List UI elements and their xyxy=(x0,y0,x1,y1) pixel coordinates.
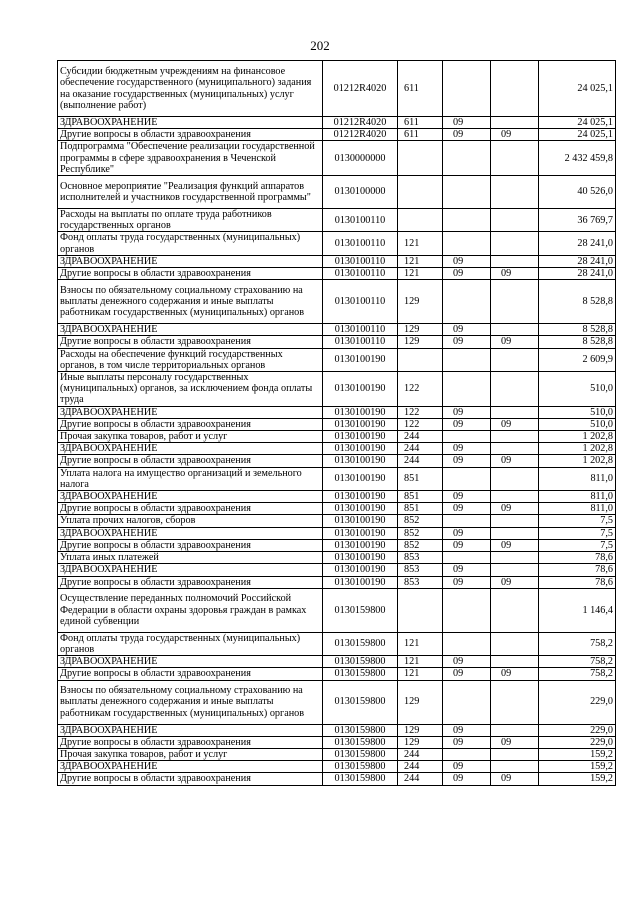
cell-name: ЗДРАВООХРАНЕНИЕ xyxy=(58,724,323,736)
cell-name: ЗДРАВООХРАНЕНИЕ xyxy=(58,324,323,336)
cell-name: Другие вопросы в области здравоохранения xyxy=(58,268,323,280)
cell-vr: 244 xyxy=(398,443,443,455)
budget-table-body xyxy=(58,61,616,786)
cell-vr: 853 xyxy=(398,576,443,588)
table-row xyxy=(58,576,616,588)
cell-csr: 0130159800 xyxy=(323,761,398,773)
table-row xyxy=(58,467,616,490)
cell-csr: 0130100190 xyxy=(323,348,398,371)
cell-pr xyxy=(491,431,539,443)
cell-pr xyxy=(491,348,539,371)
cell-sum: 159,2 xyxy=(539,773,616,785)
table-row xyxy=(58,141,616,176)
cell-rz xyxy=(443,588,491,632)
cell-sum: 229,0 xyxy=(539,724,616,736)
table-row xyxy=(58,117,616,129)
cell-rz xyxy=(443,372,491,407)
table-row xyxy=(58,503,616,515)
cell-vr: 121 xyxy=(398,255,443,267)
table-row xyxy=(58,348,616,371)
cell-vr: 244 xyxy=(398,773,443,785)
cell-csr: 0130100190 xyxy=(323,527,398,539)
cell-csr: 0130100190 xyxy=(323,455,398,467)
cell-rz: 09 xyxy=(443,336,491,348)
cell-rz: 09 xyxy=(443,443,491,455)
cell-sum: 7,5 xyxy=(539,539,616,551)
cell-vr: 129 xyxy=(398,336,443,348)
cell-name: ЗДРАВООХРАНЕНИЕ xyxy=(58,255,323,267)
cell-csr: 0130100190 xyxy=(323,372,398,407)
cell-sum: 40 526,0 xyxy=(539,176,616,209)
cell-csr: 0130100110 xyxy=(323,209,398,232)
cell-vr: 244 xyxy=(398,761,443,773)
cell-pr: 09 xyxy=(491,539,539,551)
cell-csr: 0130100190 xyxy=(323,491,398,503)
cell-vr: 852 xyxy=(398,527,443,539)
cell-pr xyxy=(491,656,539,668)
cell-csr: 0130159800 xyxy=(323,668,398,680)
cell-sum: 24 025,1 xyxy=(539,129,616,141)
cell-csr: 0130100190 xyxy=(323,467,398,490)
cell-name: ЗДРАВООХРАНЕНИЕ xyxy=(58,117,323,129)
cell-name: ЗДРАВООХРАНЕНИЕ xyxy=(58,656,323,668)
cell-sum: 758,2 xyxy=(539,656,616,668)
cell-pr xyxy=(491,632,539,655)
cell-csr: 0130100190 xyxy=(323,431,398,443)
cell-sum: 28 241,0 xyxy=(539,255,616,267)
cell-csr: 0130159800 xyxy=(323,680,398,724)
cell-vr: 129 xyxy=(398,324,443,336)
cell-rz xyxy=(443,232,491,255)
cell-vr: 853 xyxy=(398,552,443,564)
cell-sum: 78,6 xyxy=(539,576,616,588)
cell-rz: 09 xyxy=(443,656,491,668)
cell-csr: 0130159800 xyxy=(323,632,398,655)
cell-sum: 7,5 xyxy=(539,515,616,527)
cell-vr: 852 xyxy=(398,515,443,527)
cell-csr: 0130159800 xyxy=(323,773,398,785)
cell-vr: 244 xyxy=(398,748,443,760)
table-row xyxy=(58,761,616,773)
cell-rz xyxy=(443,141,491,176)
table-row xyxy=(58,268,616,280)
table-row xyxy=(58,748,616,760)
table-row xyxy=(58,736,616,748)
cell-sum: 758,2 xyxy=(539,668,616,680)
table-row xyxy=(58,129,616,141)
cell-vr: 121 xyxy=(398,668,443,680)
cell-name: Иные выплаты персоналу государственных (муниципальных) органов, за исключением фонда оплаты труда xyxy=(58,372,323,407)
cell-vr: 121 xyxy=(398,656,443,668)
table-row xyxy=(58,588,616,632)
cell-name: Другие вопросы в области здравоохранения xyxy=(58,773,323,785)
table-row xyxy=(58,632,616,655)
cell-pr xyxy=(491,324,539,336)
table-row xyxy=(58,773,616,785)
cell-name: Уплата иных платежей xyxy=(58,552,323,564)
cell-sum: 811,0 xyxy=(539,467,616,490)
cell-rz: 09 xyxy=(443,773,491,785)
cell-rz xyxy=(443,176,491,209)
cell-sum: 510,0 xyxy=(539,372,616,407)
cell-name: Взносы по обязательному социальному страхованию на выплаты денежного содержания и иные выплаты работникам государственных (муниципальных) органов xyxy=(58,680,323,724)
cell-sum: 2 609,9 xyxy=(539,348,616,371)
cell-pr: 09 xyxy=(491,503,539,515)
cell-rz xyxy=(443,680,491,724)
cell-rz: 09 xyxy=(443,576,491,588)
table-row xyxy=(58,539,616,551)
cell-csr: 0130100000 xyxy=(323,176,398,209)
cell-sum: 2 432 459,8 xyxy=(539,141,616,176)
cell-vr: 851 xyxy=(398,467,443,490)
cell-rz: 09 xyxy=(443,255,491,267)
cell-csr: 0130100110 xyxy=(323,255,398,267)
cell-vr: 852 xyxy=(398,539,443,551)
cell-pr: 09 xyxy=(491,418,539,430)
table-row xyxy=(58,564,616,576)
cell-rz xyxy=(443,748,491,760)
cell-csr: 0130100190 xyxy=(323,576,398,588)
table-row xyxy=(58,372,616,407)
cell-pr xyxy=(491,761,539,773)
table-row xyxy=(58,491,616,503)
cell-name: Фонд оплаты труда государственных (муниципальных) органов xyxy=(58,232,323,255)
table-row xyxy=(58,280,616,324)
cell-sum: 8 528,8 xyxy=(539,324,616,336)
cell-vr: 129 xyxy=(398,736,443,748)
cell-vr: 121 xyxy=(398,268,443,280)
cell-sum: 8 528,8 xyxy=(539,336,616,348)
cell-name: Субсидии бюджетным учреждениям на финансовое обеспечение государственного (муниципального) задания на оказание государственных (муниципальных) услуг (выполнение работ) xyxy=(58,61,323,117)
cell-csr: 0130159800 xyxy=(323,656,398,668)
cell-pr xyxy=(491,724,539,736)
cell-vr: 611 xyxy=(398,117,443,129)
table-row xyxy=(58,443,616,455)
cell-csr: 0130100190 xyxy=(323,418,398,430)
cell-name: ЗДРАВООХРАНЕНИЕ xyxy=(58,406,323,418)
cell-vr xyxy=(398,141,443,176)
cell-rz: 09 xyxy=(443,527,491,539)
cell-name: Другие вопросы в области здравоохранения xyxy=(58,418,323,430)
cell-pr: 09 xyxy=(491,336,539,348)
cell-pr xyxy=(491,443,539,455)
cell-name: Расходы на выплаты по оплате труда работников государственных органов xyxy=(58,209,323,232)
cell-pr: 09 xyxy=(491,576,539,588)
cell-sum: 1 202,8 xyxy=(539,443,616,455)
cell-pr: 09 xyxy=(491,268,539,280)
cell-rz: 09 xyxy=(443,406,491,418)
cell-rz: 09 xyxy=(443,503,491,515)
cell-rz xyxy=(443,632,491,655)
cell-vr: 244 xyxy=(398,431,443,443)
cell-name: Другие вопросы в области здравоохранения xyxy=(58,129,323,141)
cell-name: Уплата прочих налогов, сборов xyxy=(58,515,323,527)
cell-rz xyxy=(443,552,491,564)
cell-vr xyxy=(398,588,443,632)
cell-rz: 09 xyxy=(443,668,491,680)
cell-rz: 09 xyxy=(443,564,491,576)
cell-pr xyxy=(491,232,539,255)
cell-pr: 09 xyxy=(491,455,539,467)
cell-csr: 0130100190 xyxy=(323,552,398,564)
cell-sum: 159,2 xyxy=(539,761,616,773)
cell-vr: 122 xyxy=(398,372,443,407)
cell-pr xyxy=(491,141,539,176)
cell-pr xyxy=(491,515,539,527)
cell-rz: 09 xyxy=(443,455,491,467)
cell-csr: 0130100190 xyxy=(323,406,398,418)
table-row xyxy=(58,515,616,527)
table-row xyxy=(58,255,616,267)
table-row xyxy=(58,336,616,348)
cell-pr xyxy=(491,680,539,724)
cell-csr: 0130100190 xyxy=(323,515,398,527)
cell-vr: 244 xyxy=(398,455,443,467)
cell-pr xyxy=(491,527,539,539)
cell-pr xyxy=(491,748,539,760)
cell-vr: 121 xyxy=(398,632,443,655)
cell-csr: 0130100190 xyxy=(323,564,398,576)
cell-pr: 09 xyxy=(491,668,539,680)
cell-rz xyxy=(443,209,491,232)
cell-vr: 851 xyxy=(398,491,443,503)
cell-csr: 01212R4020 xyxy=(323,129,398,141)
cell-pr xyxy=(491,280,539,324)
cell-name: Подпрограмма "Обеспечение реализации государственной программы в сфере здравоохранения в Чеченской Республике" xyxy=(58,141,323,176)
table-row xyxy=(58,418,616,430)
cell-rz xyxy=(443,61,491,117)
cell-csr: 0130100190 xyxy=(323,539,398,551)
cell-pr xyxy=(491,588,539,632)
table-row xyxy=(58,668,616,680)
cell-sum: 7,5 xyxy=(539,527,616,539)
cell-pr xyxy=(491,117,539,129)
cell-rz: 09 xyxy=(443,724,491,736)
cell-sum: 510,0 xyxy=(539,418,616,430)
cell-pr xyxy=(491,176,539,209)
cell-vr: 853 xyxy=(398,564,443,576)
cell-sum: 36 769,7 xyxy=(539,209,616,232)
cell-csr: 01212R4020 xyxy=(323,61,398,117)
cell-rz: 09 xyxy=(443,129,491,141)
table-row xyxy=(58,431,616,443)
cell-rz xyxy=(443,515,491,527)
cell-rz xyxy=(443,431,491,443)
cell-vr: 611 xyxy=(398,61,443,117)
cell-name: Другие вопросы в области здравоохранения xyxy=(58,539,323,551)
cell-sum: 229,0 xyxy=(539,680,616,724)
cell-sum: 811,0 xyxy=(539,491,616,503)
cell-sum: 28 241,0 xyxy=(539,268,616,280)
table-row xyxy=(58,724,616,736)
cell-rz xyxy=(443,348,491,371)
cell-csr: 0130100110 xyxy=(323,336,398,348)
cell-name: Взносы по обязательному социальному страхованию на выплаты денежного содержания и иные выплаты работникам государственных (муниципальных) органов xyxy=(58,280,323,324)
cell-csr: 0130100110 xyxy=(323,280,398,324)
table-row xyxy=(58,527,616,539)
cell-rz: 09 xyxy=(443,324,491,336)
cell-csr: 0130159800 xyxy=(323,736,398,748)
cell-pr xyxy=(491,406,539,418)
table-row xyxy=(58,552,616,564)
cell-pr: 09 xyxy=(491,129,539,141)
cell-csr: 0130159800 xyxy=(323,748,398,760)
cell-csr: 0130100110 xyxy=(323,324,398,336)
cell-pr xyxy=(491,564,539,576)
cell-sum: 28 241,0 xyxy=(539,232,616,255)
table-row xyxy=(58,406,616,418)
cell-rz: 09 xyxy=(443,539,491,551)
cell-name: ЗДРАВООХРАНЕНИЕ xyxy=(58,491,323,503)
cell-sum: 1 146,4 xyxy=(539,588,616,632)
cell-pr xyxy=(491,61,539,117)
cell-vr xyxy=(398,209,443,232)
cell-name: Расходы на обеспечение функций государственных органов, в том числе территориальных органов xyxy=(58,348,323,371)
table-row xyxy=(58,232,616,255)
cell-rz: 09 xyxy=(443,418,491,430)
cell-vr xyxy=(398,176,443,209)
cell-sum: 758,2 xyxy=(539,632,616,655)
cell-csr: 0130000000 xyxy=(323,141,398,176)
cell-vr: 122 xyxy=(398,406,443,418)
cell-rz: 09 xyxy=(443,736,491,748)
cell-name: Другие вопросы в области здравоохранения xyxy=(58,455,323,467)
cell-name: Другие вопросы в области здравоохранения xyxy=(58,503,323,515)
cell-name: ЗДРАВООХРАНЕНИЕ xyxy=(58,527,323,539)
cell-name: ЗДРАВООХРАНЕНИЕ xyxy=(58,761,323,773)
table-row xyxy=(58,176,616,209)
cell-rz xyxy=(443,467,491,490)
cell-csr: 0130100190 xyxy=(323,443,398,455)
cell-rz: 09 xyxy=(443,491,491,503)
cell-name: ЗДРАВООХРАНЕНИЕ xyxy=(58,443,323,455)
page-number: 202 xyxy=(310,38,330,53)
cell-name: Прочая закупка товаров, работ и услуг xyxy=(58,431,323,443)
cell-sum: 78,6 xyxy=(539,552,616,564)
cell-vr: 611 xyxy=(398,129,443,141)
cell-pr: 09 xyxy=(491,773,539,785)
table-row xyxy=(58,680,616,724)
cell-name: Фонд оплаты труда государственных (муниципальных) органов xyxy=(58,632,323,655)
cell-vr: 129 xyxy=(398,280,443,324)
cell-sum: 1 202,8 xyxy=(539,455,616,467)
cell-pr xyxy=(491,552,539,564)
cell-name: Другие вопросы в области здравоохранения xyxy=(58,576,323,588)
cell-name: Другие вопросы в области здравоохранения xyxy=(58,336,323,348)
budget-table xyxy=(57,60,616,786)
cell-vr: 129 xyxy=(398,680,443,724)
cell-pr xyxy=(491,491,539,503)
cell-rz xyxy=(443,280,491,324)
cell-name: Другие вопросы в области здравоохранения xyxy=(58,736,323,748)
cell-csr: 0130100190 xyxy=(323,503,398,515)
cell-csr: 0130100110 xyxy=(323,232,398,255)
table-row xyxy=(58,61,616,117)
cell-rz: 09 xyxy=(443,268,491,280)
cell-vr: 851 xyxy=(398,503,443,515)
cell-pr xyxy=(491,255,539,267)
cell-name: ЗДРАВООХРАНЕНИЕ xyxy=(58,564,323,576)
cell-name: Осуществление переданных полномочий Российской Федерации в области охраны здоровья граждан в рамках единой субвенции xyxy=(58,588,323,632)
table-row xyxy=(58,324,616,336)
table-row xyxy=(58,209,616,232)
cell-name: Прочая закупка товаров, работ и услуг xyxy=(58,748,323,760)
cell-pr: 09 xyxy=(491,736,539,748)
cell-name: Другие вопросы в области здравоохранения xyxy=(58,668,323,680)
cell-csr: 0130159800 xyxy=(323,724,398,736)
cell-sum: 510,0 xyxy=(539,406,616,418)
cell-vr: 121 xyxy=(398,232,443,255)
cell-vr: 122 xyxy=(398,418,443,430)
cell-sum: 811,0 xyxy=(539,503,616,515)
cell-vr: 129 xyxy=(398,724,443,736)
cell-sum: 78,6 xyxy=(539,564,616,576)
cell-sum: 24 025,1 xyxy=(539,117,616,129)
cell-sum: 159,2 xyxy=(539,748,616,760)
cell-pr xyxy=(491,467,539,490)
cell-csr: 01212R4020 xyxy=(323,117,398,129)
cell-sum: 24 025,1 xyxy=(539,61,616,117)
table-row xyxy=(58,455,616,467)
cell-csr: 0130100110 xyxy=(323,268,398,280)
cell-csr: 0130159800 xyxy=(323,588,398,632)
cell-pr xyxy=(491,209,539,232)
table-row xyxy=(58,656,616,668)
cell-vr xyxy=(398,348,443,371)
cell-sum: 8 528,8 xyxy=(539,280,616,324)
cell-name: Основное мероприятие "Реализация функций аппаратов исполнителей и участников государственной программы" xyxy=(58,176,323,209)
cell-sum: 1 202,8 xyxy=(539,431,616,443)
cell-pr xyxy=(491,372,539,407)
cell-name: Уплата налога на имущество организаций и земельного налога xyxy=(58,467,323,490)
cell-sum: 229,0 xyxy=(539,736,616,748)
cell-rz: 09 xyxy=(443,117,491,129)
cell-rz: 09 xyxy=(443,761,491,773)
